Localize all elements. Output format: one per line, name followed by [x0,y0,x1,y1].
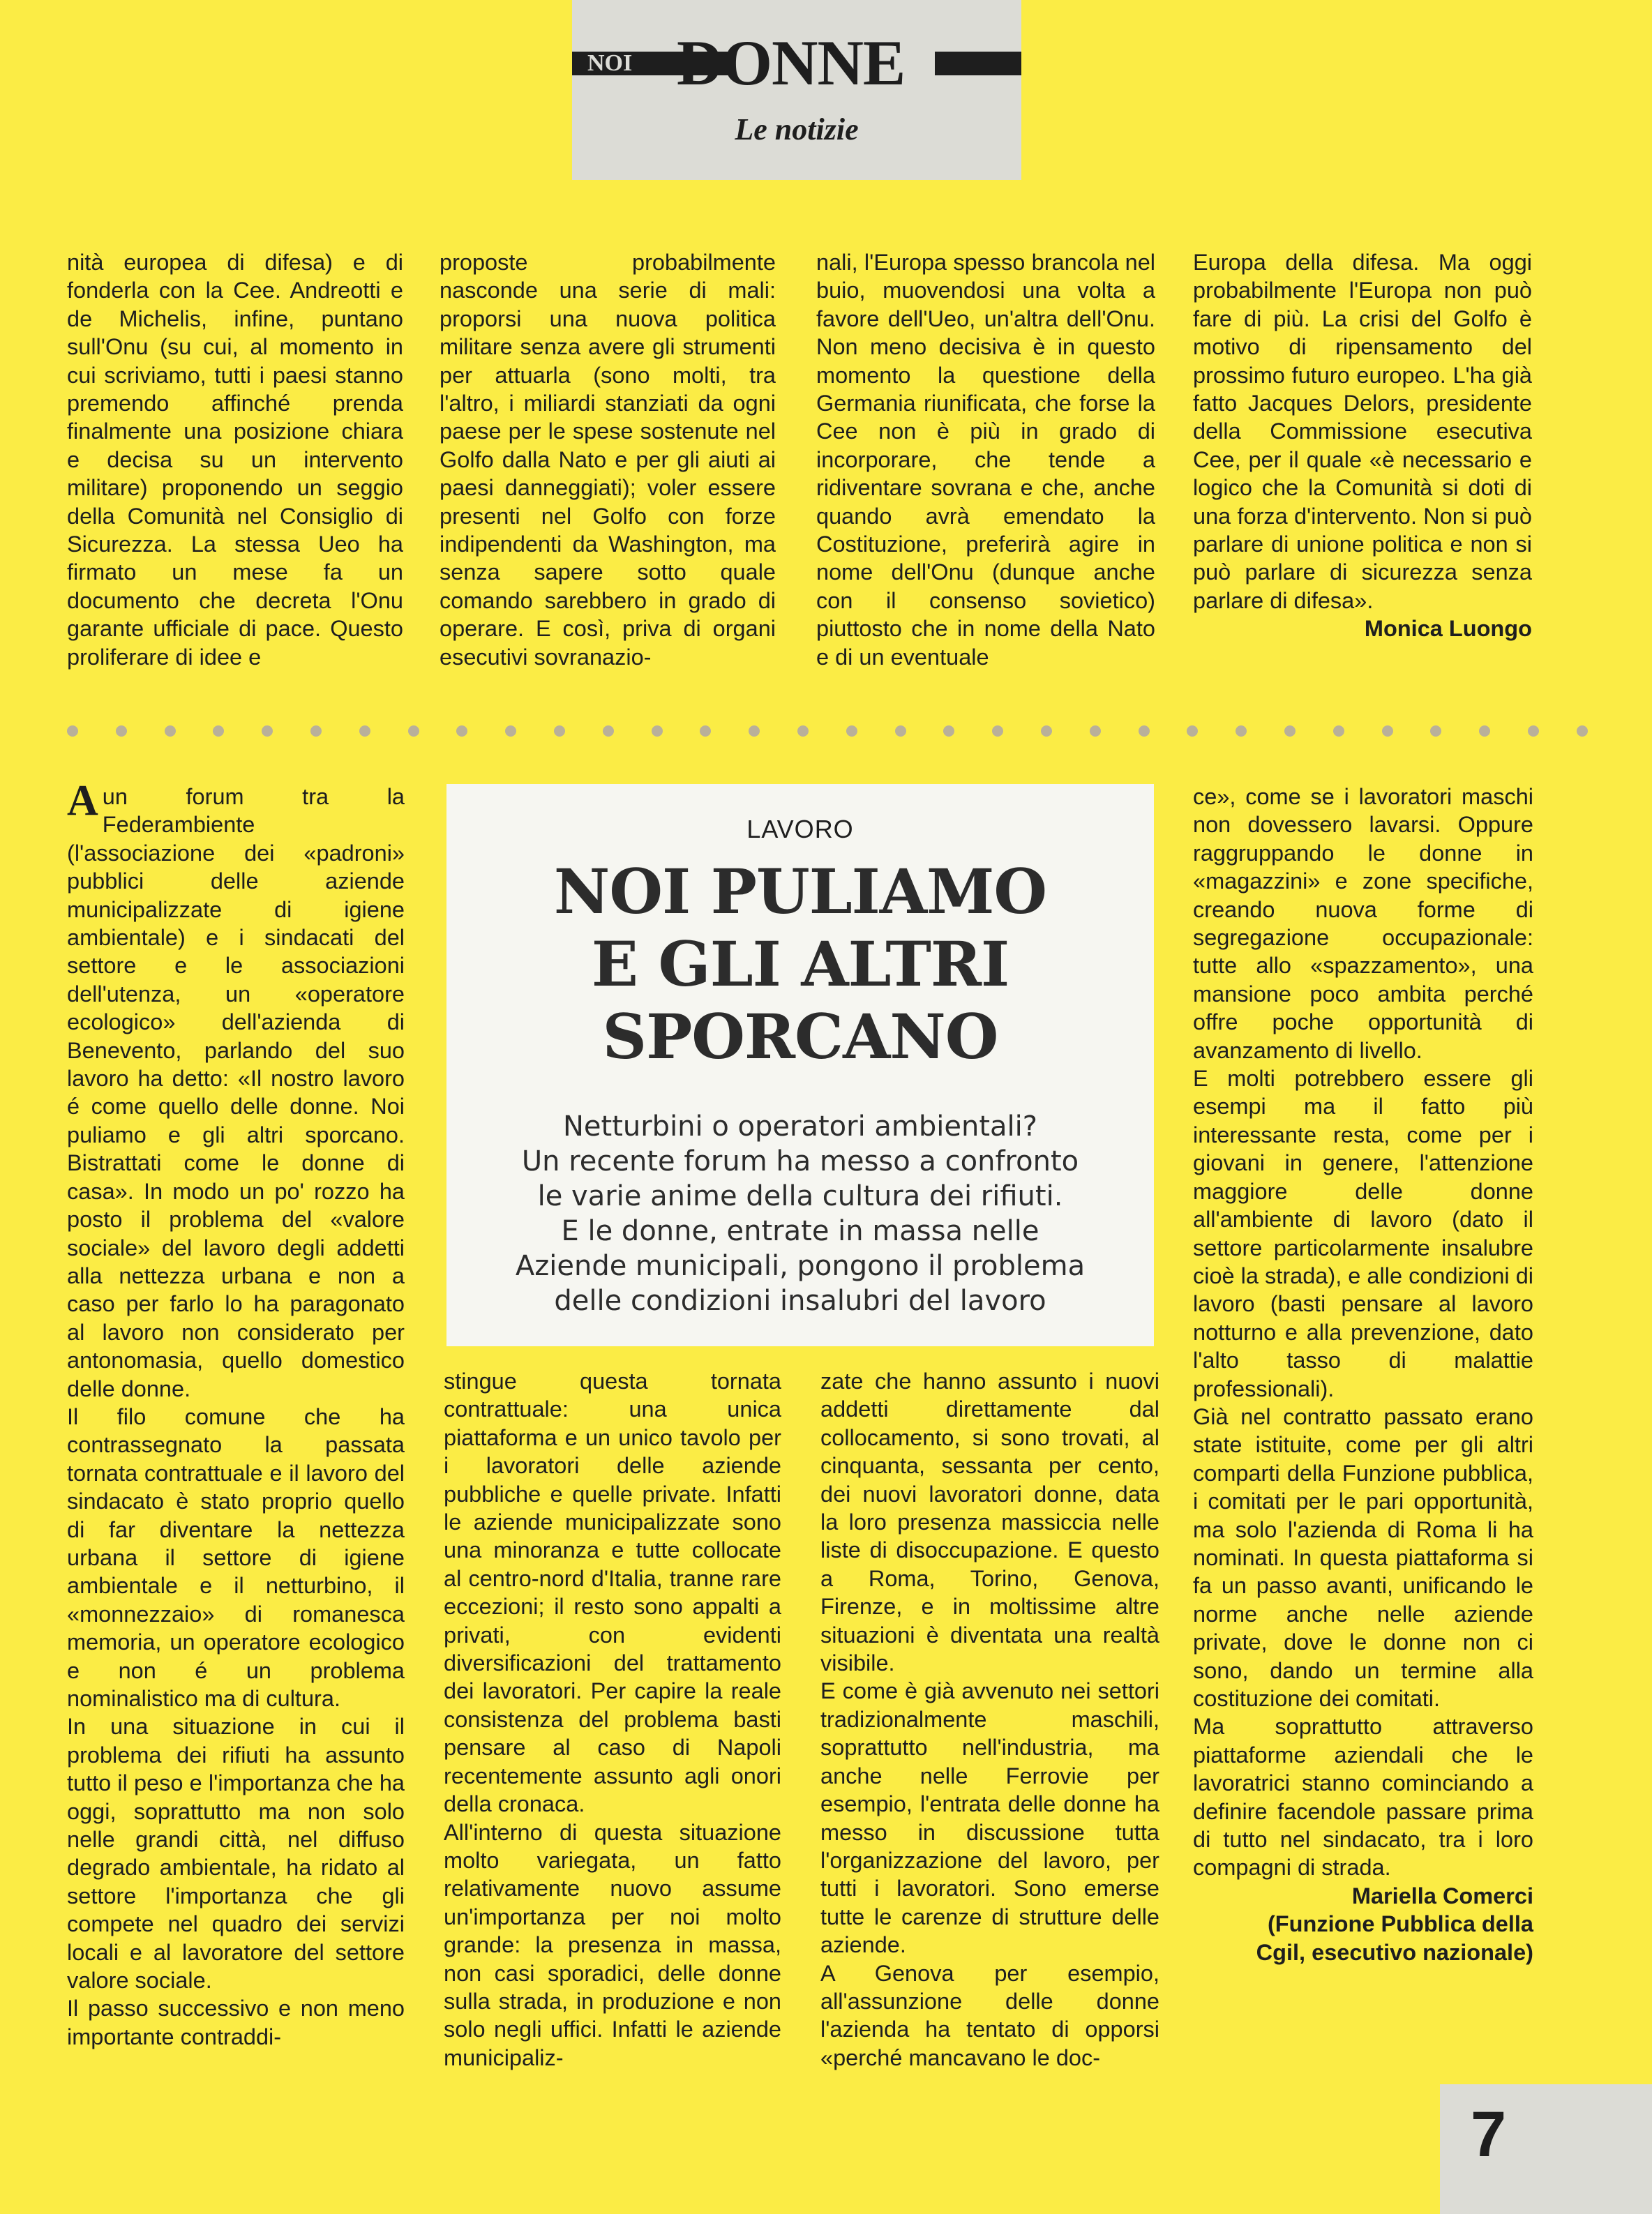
feature-col-1-p4: Il passo successivo e non meno importante contraddi- [67,1996,405,2049]
feature-col-3-p1: zate che hanno assunto i nuovi addetti direttamente dal collocamento, si sono trovati, al cinquanta, sessanta per cento, dei nuovi lavoratori donne, data la loro presenza massiccia nelle liste di disoccupazione. E questo a Roma, Torino, Genova, Firenze, e in moltissime altre situazioni è diventata una realtà visibile. [820,1369,1159,1676]
feature-kicker: LAVORO [746,815,854,843]
top-article-col-4-text: Europa della difesa. Ma oggi probabilmente l'Europa non può fare di più. La crisi del Golfo è motivo di ripensamento del prossimo futuro europeo. L'ha già fatto Jacques Delors, presidente della Commissione esecutiva Cee, per il quale «è necessario e logico che la Comunità si doti di una forza d'intervento. Non si può parlare di unione politica e non si può parlare di sicurezza senza parlare di difesa». [1193,250,1532,613]
page-number: 7 [1471,2099,1507,2170]
deck-line-1: Netturbini o operatori ambientali? [562,1110,1038,1143]
masthead-logo [572,27,1021,98]
feature-col-3-p3: A Genova per esempio, all'assunzione delle donne l'azienda ha tentato di opporsi «perché mancavano le doc- [820,1960,1159,2070]
feature-author-affil-1: (Funzione Pubblica della [1267,1911,1533,1937]
feature-col-4 [1193,783,1533,1966]
deck-line-4: E le donne, entrate in massa nelle [561,1215,1039,1247]
feature-col-2-p2: All'interno di questa situazione molto variegata, un fatto relativamente nuovo assume un'importanza per noi molto grande: la presenza in massa, non casi sporadici, delle donne sulla strada, in produzione e non solo negli uffici. Infatti le aziende municipaliz- [444,1819,781,2070]
dotted-separator [67,725,1588,742]
feature-col-1-p3: In una situazione in cui il problema dei rifiuti ha assunto tutto il peso e l'importanza che ha oggi, soprattutto ma non solo nelle grandi città, nel diffuso degrado ambientale, ha ridato al settore l'importanza che gli compete nel quadro dei servizi locali e al lavoratore del settore valore sociale. [67,1714,405,1994]
top-article-col-4 [1193,248,1532,643]
headline-line-3: SPORCANO [602,1000,998,1073]
dropcap: A [67,777,98,824]
top-article-col-1: nità europea di difesa) e di fonderla con la Cee. Andreotti e de Michelis, infine, puntano sull'Onu (su cui, al momento in cui scriviamo, tutti i paesi stanno premendo affinché prenda finalmente una posizione chiara e decisa su un intervento militare) proponendo un seggio della Comunità nel Consiglio di Sicurezza. La stessa Ueo ha firmato un mese fa un documento che decreta l'Onu garante ufficiale di pace. Questo proliferare di idee e [67,250,403,670]
headline-line-1: NOI PULIAMO [553,855,1047,928]
masthead-prefix: NOI [587,50,633,76]
masthead-bar-right [935,52,1021,75]
feature-author-name: Mariella Comerci [1351,1883,1533,1908]
deck-line-6: delle condizioni insalubri del lavoro [554,1285,1046,1317]
feature-col-1 [67,777,405,2051]
top-article-col-3: nali, l'Europa spesso brancola nel buio, muovendosi una volta a favore dell'Ueo, un'altra dell'Onu. Non meno decisiva è in questo momento la questione della Germania riunificata, che forse la Cee non è più in grado di incorporare, che tende a ridiventare sovrana e che, anche quando avrà emendato la Costituzione, preferirà agire in nome dell'Onu (dunque anche con il consenso sovietico) piuttosto che in nome della Nato e di un eventuale [816,250,1155,670]
feature-deck [446,1109,1154,1318]
feature-col-4-p4: Ma soprattutto attraverso piattaforme aziendali che le lavoratrici stanno cominciando a definire facendole passare prima di tutto nel sindacato, tra i loro compagni di strada. [1193,1714,1533,1881]
top-article-author: Monica Luongo [1364,616,1532,642]
deck-line-3: le varie anime della cultura dei rifiuti. [537,1180,1063,1212]
feature-col-4-p3: Già nel contratto passato erano state istituite, come per gli altri comparti della Funzione pubblica, i comitati per le pari opportunità, ma solo l'azienda di Roma li ha nominati. In questa piattaforma si fa un passo avanti, unificando le norme anche nelle aziende private, dove le donne non ci sono, dando un termine alla costituzione dei comitati. [1193,1403,1533,1711]
masthead [572,0,1021,180]
feature-col-3-p2: E come è già avvenuto nei settori tradizionalmente maschili, soprattutto nell'industria, ma anche nelle Ferrovie per esempio, l'entrata delle donne ha messo in discussione tutta l'organizzazione del lavoro, per tutti i lavoratori. Sono emerse tutte le carenze di strutture delle aziende. [820,1678,1159,1958]
headline-line-2: E GLI ALTRI [591,928,1009,1000]
feature-col-4-p1: ce», come se i lavoratori maschi non dovessero lavarsi. Oppure raggruppando le donne in «magazzini» e zone specifiche, creando nuova forme di segregazione occupazionale: tutte allo «spazzamento», una mansione poco ambita perché offre poche opportunità di avanzamento di livello. [1193,784,1533,1063]
feature-col-1-p2: Il filo comune che ha contrassegnato la passata tornata contrattuale e il lavoro del sindacato è stato proprio quello di far diventare la nettezza urbana il settore di igiene ambientale e il netturbino, il «monnezzaio» di romanesca memoria, un operatore ecologico e non é un problema nominalistico ma di cultura. [67,1403,405,1711]
page-number-box [1440,2084,1652,2214]
feature-col-3 [820,1367,1159,2072]
deck-line-2: Un recente forum ha messo a confronto [521,1145,1079,1177]
masthead-title: DONNE [677,27,906,98]
feature-headline-box [446,784,1154,1346]
deck-line-5: Aziende municipali, pongono il problema [515,1250,1086,1282]
feature-author-affil-2: Cgil, esecutivo nazionale) [1256,1939,1533,1965]
section-title: Le notizie [735,112,859,146]
feature-col-2 [444,1367,781,2072]
feature-col-4-p2: E molti potrebbero essere gli esempi ma il fatto più interessante resta, come per i giovani in genere, l'attenzione maggiore delle donne all'ambiente di lavoro (dato il settore particolarmente insalubre cioè la strada), e alle condizioni di lavoro (basti pensare al lavoro notturno e alla prevenzione, dato l'alto tasso di malattie professionali). [1193,1066,1533,1401]
feature-col-2-p1: stingue questa tornata contrattuale: una unica piattaforma e un unico tavolo per i lavoratori delle aziende pubbliche e quelle private. Infatti le aziende municipalizzate sono una minoranza e tutte collocate al centro-nord d'Italia, tranne rare eccezioni; il resto sono appalti a privati, con evidenti diversificazioni del trattamento dei lavoratori. Per capire la reale consistenza del problema basti pensare al caso di Napoli recentemente assunto agli onori della cronaca. [444,1369,781,1817]
feature-headline [446,855,1154,1073]
top-article-col-2: proposte probabilmente nasconde una serie di mali: proporsi una nuova politica militare senza avere gli strumenti per attuarla (sono molti, tra l'altro, i miliardi stanziati da ogni paese per le spese sostenute nel Golfo dalla Nato e per gli aiuti ai paesi danneggiati); voler essere presenti nel Golfo con forze indipendenti da Washington, ma senza sapere sotto quale comando sarebbero in grado di operare. E così, priva di organi esecutivi sovranazio- [440,250,776,670]
feature-col-1-p1: un forum tra la Federambiente (l'associazione dei «padroni» pubblici delle aziende municipalizzate di igiene ambientale) e i sindacati del settore e le associazioni dell'utenza, un «operatore ecologico» dell'azienda di Benevento, parlando del suo lavoro ha detto: «Il nostro lavoro é come quello delle donne. Noi puliamo e gli altri sporcano. Bistrattati come le donne di casa». In modo un po' rozzo ha posto il problema del «valore sociale» del lavoro degli addetti alla nettezza urbana e non a caso per farlo lo ha paragonato al lavoro non considerato per antonomasia, quello domestico delle donne. [67,784,405,1401]
